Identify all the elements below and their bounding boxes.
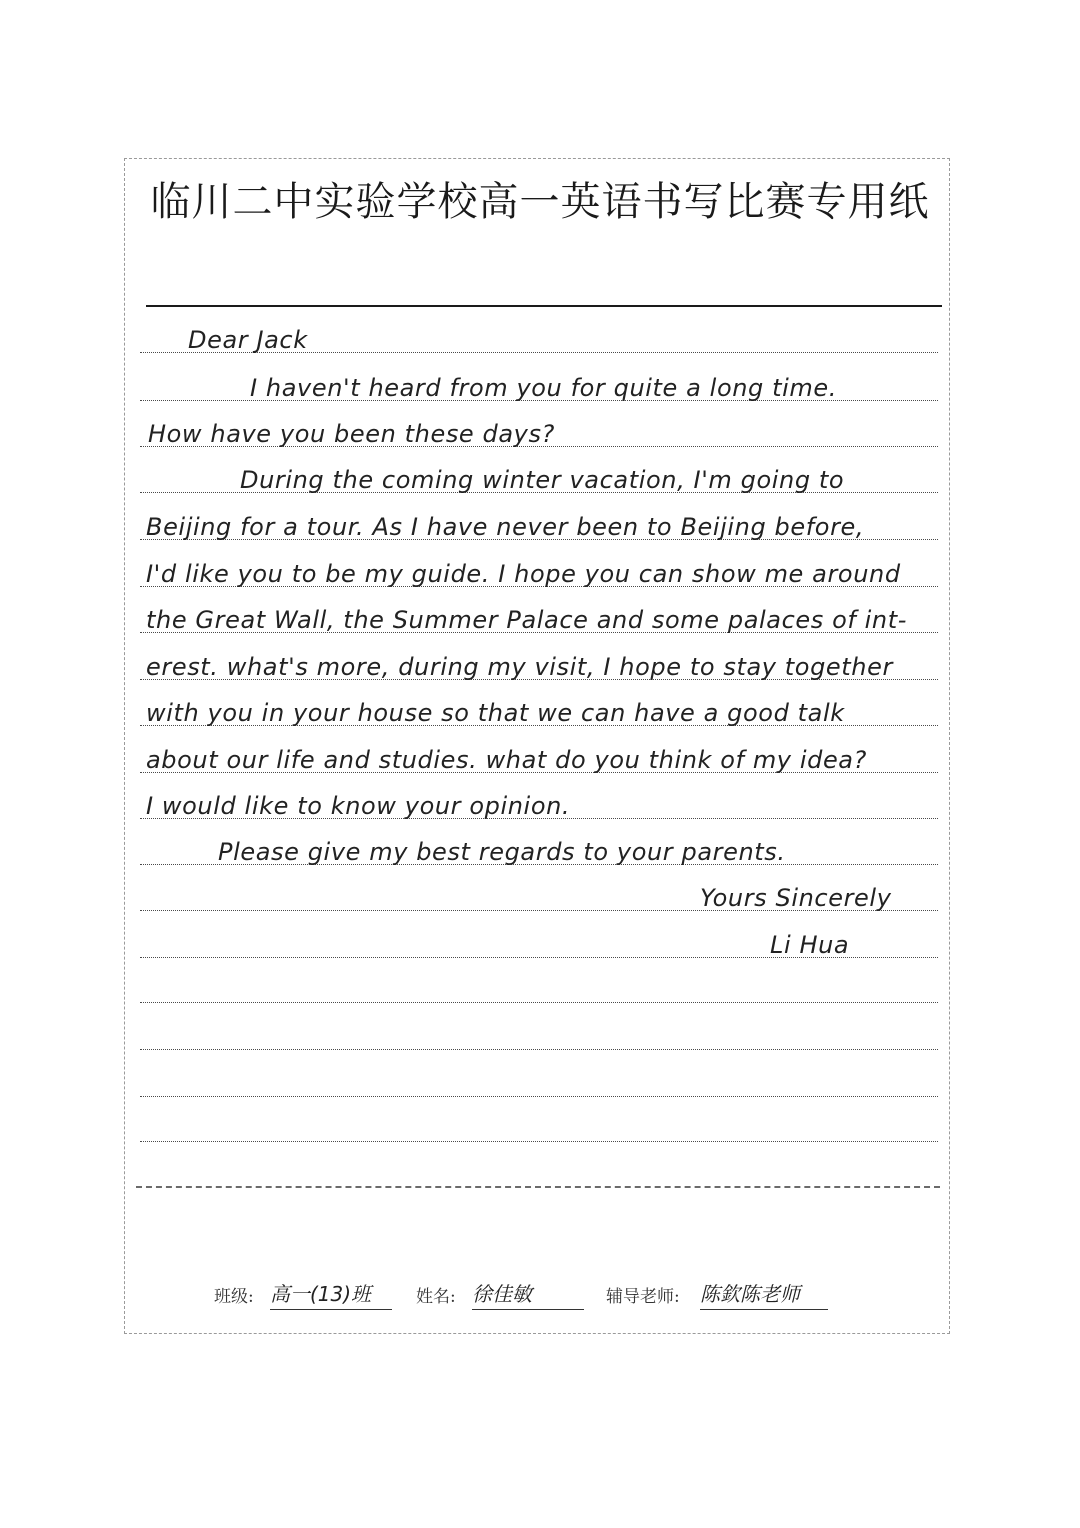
teacher-label: 辅导老师:	[606, 1287, 680, 1307]
page-title: 临川二中实验学校高一英语书写比赛专用纸	[150, 179, 930, 225]
letter-line: about our life and studies. what do you think of my idea?	[146, 746, 867, 774]
class-label: 班级:	[214, 1287, 254, 1307]
teacher-value: 陈欽陈老师	[700, 1278, 828, 1310]
name-value: 徐佳敏	[472, 1278, 584, 1310]
letter-line: with you in your house so that we can have a good talk	[146, 699, 845, 727]
letter-line: the Great Wall, the Summer Palace and some palaces of int-	[146, 606, 907, 634]
title-divider	[146, 305, 942, 307]
letter-line: erest. what's more, during my visit, I hope to stay together	[146, 653, 893, 681]
letter-line: Dear Jack	[188, 326, 308, 354]
letter-line: During the coming winter vacation, I'm going to	[240, 466, 845, 494]
letter-signature: Li Hua	[770, 931, 850, 959]
writing-rule	[140, 1049, 938, 1050]
writing-rule	[140, 1096, 938, 1097]
letter-line: I would like to know your opinion.	[146, 792, 571, 820]
writing-rule	[140, 1002, 938, 1003]
letter-line: Please give my best regards to your parents.	[218, 838, 786, 866]
name-label: 姓名:	[416, 1287, 456, 1307]
bottom-divider	[136, 1186, 940, 1188]
letter-closing: Yours Sincerely	[700, 884, 892, 912]
letter-line: I haven't heard from you for quite a long time.	[250, 374, 837, 402]
letter-line: How have you been these days?	[148, 420, 555, 448]
class-value: 高一(13)班	[270, 1278, 392, 1310]
letter-line: Beijing for a tour. As I have never been to Beijing before,	[146, 513, 865, 541]
writing-rule	[140, 1141, 938, 1142]
student-info-footer	[0, 1278, 1080, 1312]
letter-line: I'd like you to be my guide. I hope you can show me around	[146, 560, 901, 588]
